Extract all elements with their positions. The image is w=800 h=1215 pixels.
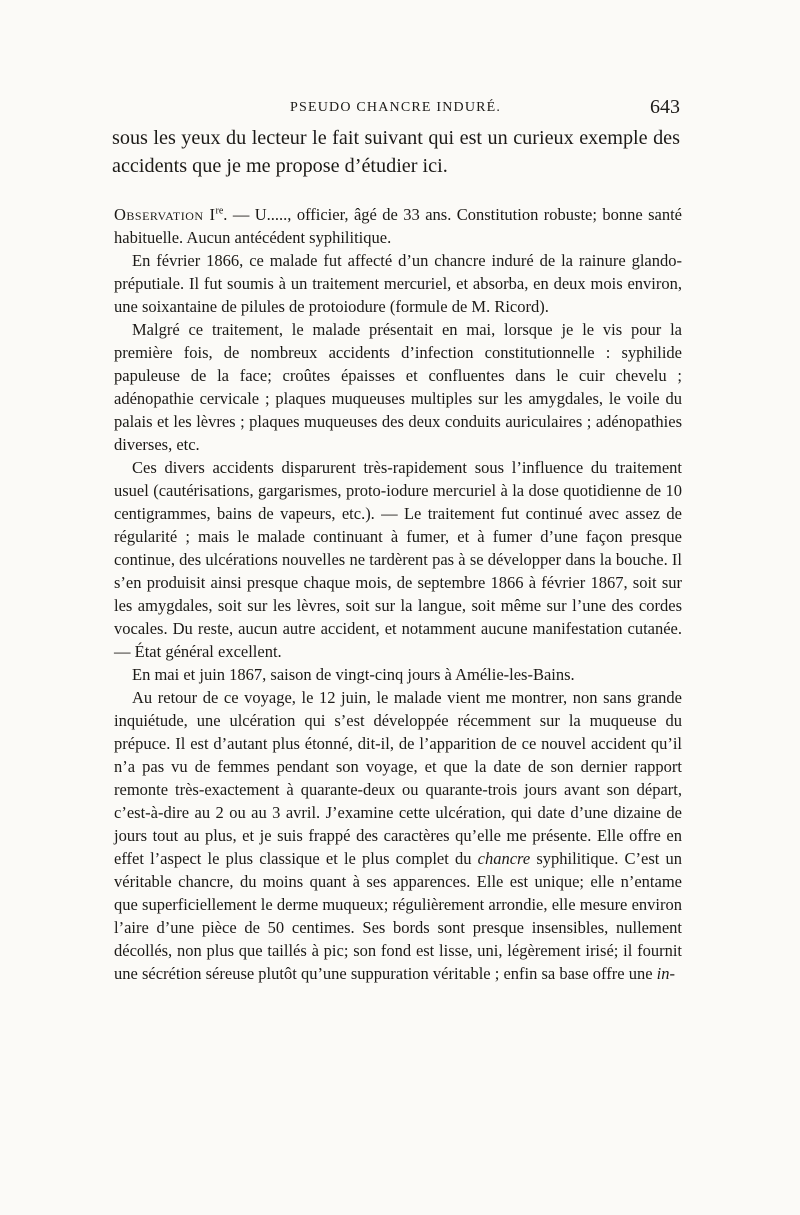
observation-label: Observation I (114, 205, 216, 224)
observation-text: . — U....., officier, âgé de 33 ans. Constitution robuste; bonne santé habituelle. Aucun antécédent syphilitique. (114, 205, 682, 247)
body-text (114, 203, 682, 985)
paragraph-accidents: Malgré ce traitement, le malade présentait en mai, lorsque je le vis pour la première fois, de nombreux accidents d’infection constitutionnelle : syphilide papuleuse de la face; croûtes épaisses et confluentes dans le cuir chevelu ; adénopathie cervicale ; plaques muqueuses multiples sur les amygdales, le voile du palais et les lèvres ; plaques muqueuses des deux conduits auriculaires ; adénopathies diverses, etc. (114, 320, 682, 454)
chancre-italic: chancre (477, 849, 531, 868)
paragraph-season: En mai et juin 1867, saison de vingt-cinq jours à Amélie-les-Bains. (132, 665, 575, 684)
observation-label-sup: re (215, 205, 224, 217)
page-header (110, 98, 680, 122)
paragraph-evolution: Ces divers accidents disparurent très-rapidement sous l’influence du traitement usuel (cautérisations, gargarismes, proto-iodure mercuriel à la dose quotidienne de 10 centigrammes, bains de vapeurs, etc.). — Le traitement fut continué avec assez de régularité ; mais le malade continuant à fumer, et à fumer d’une façon presque continue, des ulcérations nouvelles ne tardèrent pas à se développer dans la bouche. Il s’en produisit ainsi presque chaque mois, de septembre 1866 à février 1867, soit sur les amygdales, soit sur les lèvres, soit sur la langue, soit même sur l’une des cordes vocales. Du reste, aucun autre accident, et notamment aucune manifestation cutanée. — État général excellent. (114, 458, 682, 661)
return-text-1: Au retour de ce voyage, le 12 juin, le malade vient me montrer, non sans grande inquiétude, une ulcération qui s’est développée récemment sur la muqueuse du prépuce. Il est d’autant plus étonné, dit-il, de l’apparition de ce nouvel accident qu’il n’a pas vu de femmes pendant son voyage, et que la date de son dernier rapport remonte très-exactement à quarante-deux ou quarante-trois jours avant son départ, c’est-à-dire au 2 ou au 3 avril. J’examine cette ulcération, qui date d’une dizaine de jours tout au plus, et je suis frappé des caractères qu’elle me présente. Elle offre en effet l’aspect le plus classique et le plus complet du (114, 688, 682, 868)
paragraph-return (114, 686, 682, 985)
paragraph-treatment: En février 1866, ce malade fut affecté d’un chancre induré de la rainure glando-préputiale. Il fut soumis à un traitement mercuriel, et absorba, en deux mois environ, une soixantaine de pilules de protoiodure (formule de M. Ricord). (114, 251, 682, 316)
return-text-2: syphilitique. C’est un véritable chancre, du moins quant à ses apparences. Elle est unique; elle n’entame que superficiellement le derme muqueux; régulièrement arrondie, elle mesure environ l’aire d’une pièce de 50 centimes. Ses bords sont presque insensibles, nullement décollés, non plus que taillés à pic; son fond est lisse, uni, légèrement irisé; il fournit une sécrétion séreuse plutôt qu’une suppuration véritable ; enfin sa base offre une (114, 849, 683, 983)
intro-paragraph: sous les yeux du lecteur le fait suivant qui est un curieux exemple des accidents que je me propose d’étudier ici. (112, 127, 680, 177)
hyphenated-italic: in- (656, 964, 675, 983)
observation-paragraph (114, 203, 682, 249)
running-title: PSEUDO CHANCRE INDURÉ. (290, 100, 502, 115)
page-number: 643 (650, 96, 680, 118)
